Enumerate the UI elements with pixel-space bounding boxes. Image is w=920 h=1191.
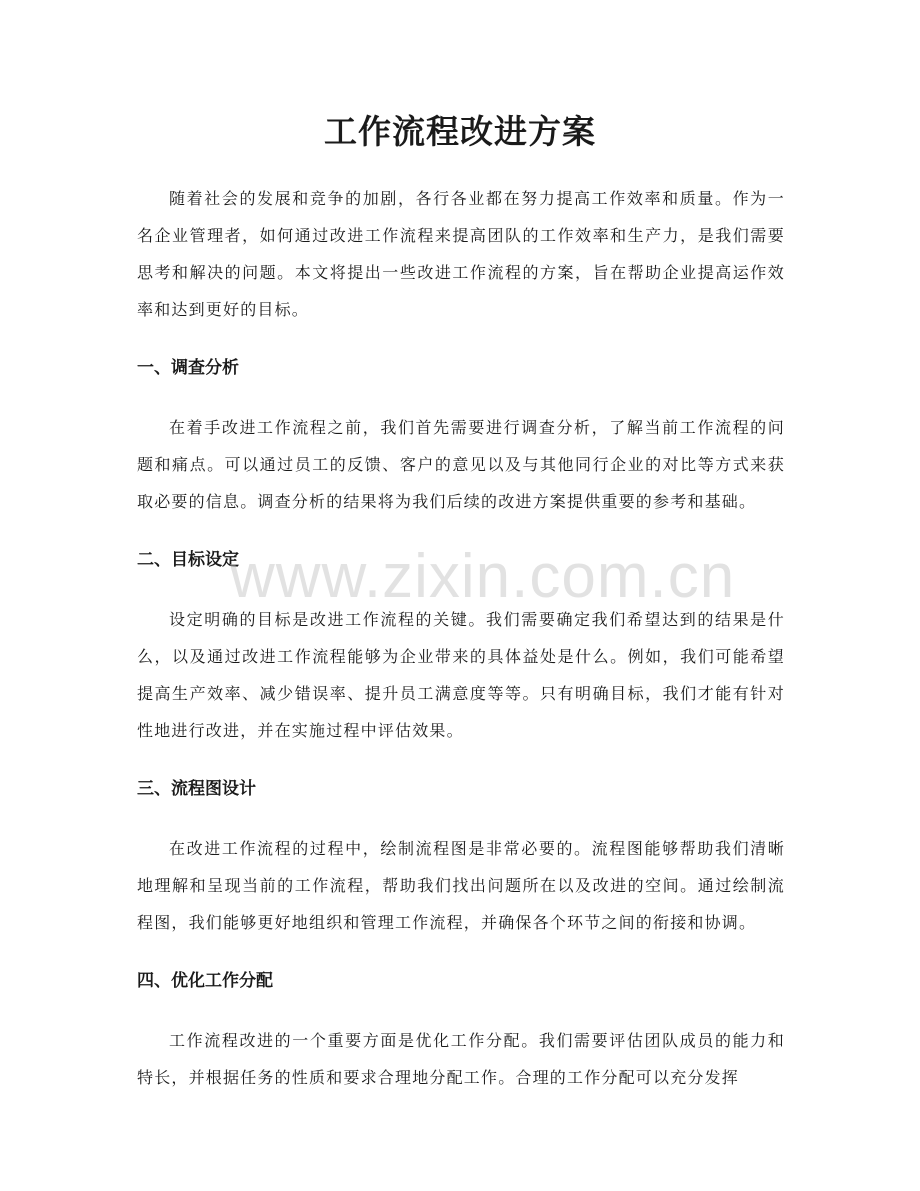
intro-paragraph: 随着社会的发展和竞争的加剧，各行各业都在努力提高工作效率和质量。作为一名企业管理者，如何通过改进工作流程来提高团队的工作效率和生产力，是我们需要思考和解决的问题。本文将提出一些改进工作流程的方案，旨在帮助企业提高运作效率和达到更好的目标。 — [137, 189, 785, 319]
section-heading: 三、流程图设计 — [137, 779, 256, 799]
section-heading: 四、优化工作分配 — [137, 971, 273, 991]
section-paragraph: 在着手改进工作流程之前，我们首先需要进行调查分析，了解当前工作流程的问题和痛点。可以通过员工的反馈、客户的意见以及与其他同行企业的对比等方式来获取必要的信息。调查分析的结果将为我们后续的改进方案提供重要的参考和基础。 — [137, 418, 785, 511]
section-flowchart — [137, 771, 785, 941]
section-goals — [137, 542, 785, 749]
section-heading: 二、目标设定 — [137, 550, 239, 570]
document-body — [137, 180, 785, 1096]
section-paragraph: 设定明确的目标是改进工作流程的关键。我们需要确定我们希望达到的结果是什么，以及通过改进工作流程能够为企业带来的具体益处是什么。例如，我们可能希望提高生产效率、减少错误率、提升员工满意度等等。只有明确目标，我们才能有针对性地进行改进，并在实施过程中评估效果。 — [137, 610, 785, 740]
section-allocation — [137, 963, 785, 1096]
section-paragraph: 工作流程改进的一个重要方面是优化工作分配。我们需要评估团队成员的能力和特长，并根据任务的性质和要求合理地分配工作。合理的工作分配可以充分发挥 — [137, 1031, 785, 1087]
section-survey — [137, 350, 785, 520]
section-paragraph: 在改进工作流程的过程中，绘制流程图是非常必要的。流程图能够帮助我们清晰地理解和呈现当前的工作流程，帮助我们找出问题所在以及改进的空间。通过绘制流程图，我们能够更好地组织和管理工作流程，并确保各个环节之间的衔接和协调。 — [137, 839, 785, 932]
watermark: www.zixin.com.cn — [230, 542, 736, 611]
section-heading: 一、调查分析 — [137, 358, 239, 378]
document-title: 工作流程改进方案 — [324, 112, 596, 151]
